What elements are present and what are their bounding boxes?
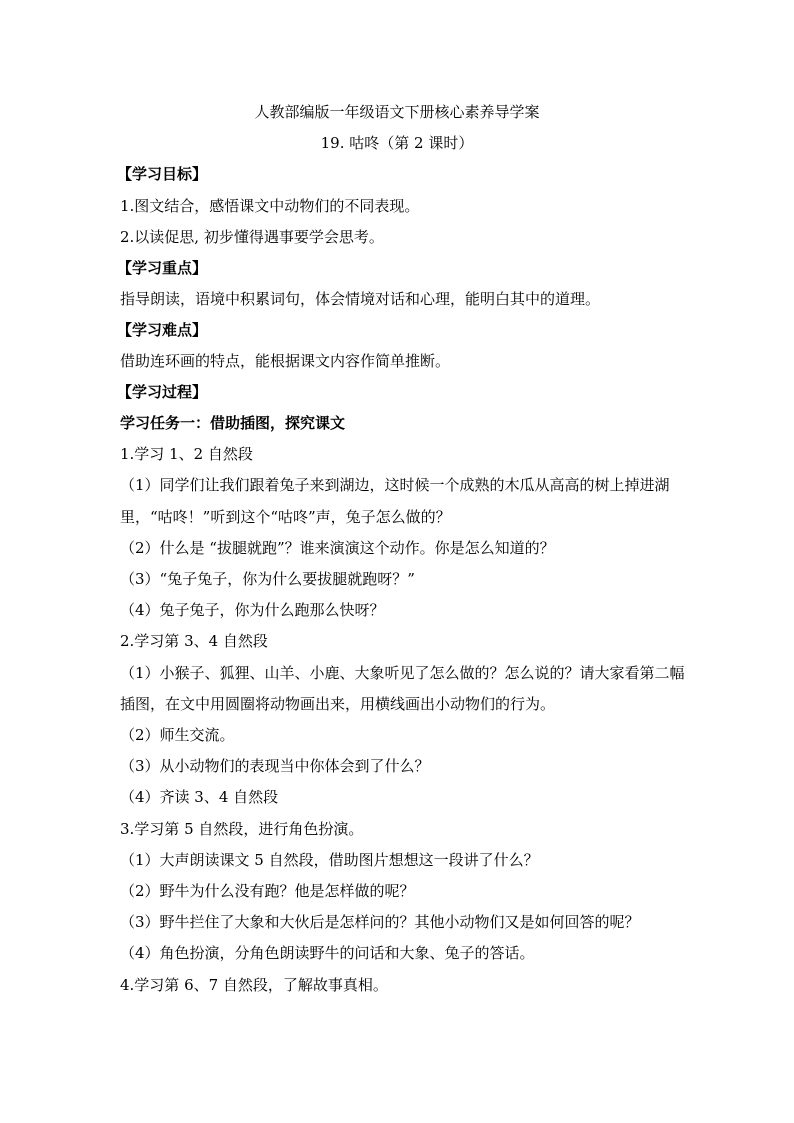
question-line: （1）大声朗读课文 5 自然段，借助图片想想这一段讲了什么？ <box>120 851 539 869</box>
lesson-subtitle: 19. 咕咚（第 2 课时） <box>320 134 474 152</box>
difficulty-heading: 【学习难点】 <box>117 321 208 339</box>
process-heading: 【学习过程】 <box>117 383 208 401</box>
question-line: （3）“兔子兔子，你为什么要拔腿就跑呀？” <box>120 570 415 588</box>
question-line: （3）从小动物们的表现当中你体会到了什么？ <box>120 757 430 775</box>
step-heading: 4.学习第 6、7 自然段，了解故事真相。 <box>120 976 388 994</box>
step-heading: 1.学习 1、2 自然段 <box>120 445 253 463</box>
question-line: （1）小猴子、狐狸、山羊、小鹿、大象听见了怎么做的？怎么说的？请大家看第二幅 <box>120 664 685 682</box>
focus-text: 指导朗读，语境中积累词句，体会情境对话和心理，能明白其中的道理。 <box>120 290 601 308</box>
step-heading: 2.学习第 3、4 自然段 <box>120 632 268 650</box>
task-heading: 学习任务一：借助插图，探究课文 <box>120 414 346 432</box>
document-title: 人教部编版一年级语文下册核心素养导学案 <box>254 103 540 121</box>
question-line: （4）兔子兔子，你为什么跑那么快呀？ <box>120 601 385 619</box>
goal-item: 2.以读促思, 初步懂得遇事要学会思考。 <box>120 228 384 246</box>
question-line: 插图，在文中用圆圈将动物画出来，用横线画出小动物们的行为。 <box>120 695 556 713</box>
question-line: （4）齐读 3、4 自然段 <box>120 788 279 806</box>
question-line: 里，“咕咚！”听到这个“咕咚”声，兔子怎么做的？ <box>120 508 451 526</box>
focus-heading: 【学习重点】 <box>117 259 208 277</box>
goals-heading: 【学习目标】 <box>117 165 208 183</box>
question-line: （2）师生交流。 <box>120 726 235 744</box>
question-line: （3）野牛拦住了大象和大伙后是怎样问的？其他小动物们又是如何回答的呢？ <box>120 913 640 931</box>
question-line: （2）什么是 “拔腿就跑”？谁来演演这个动作。你是怎么知道的？ <box>120 539 555 557</box>
goal-item: 1.图文结合，感悟课文中动物们的不同表现。 <box>120 197 420 215</box>
step-heading: 3.学习第 5 自然段，进行角色扮演。 <box>120 820 364 838</box>
question-line: （1）同学们让我们跟着兔子来到湖边，这时候一个成熟的木瓜从高高的树上掉进湖 <box>120 476 670 494</box>
difficulty-text: 借助连环画的特点，能根据课文内容作简单推断。 <box>120 352 451 370</box>
question-line: （4）角色扮演，分角色朗读野牛的问话和大象、兔子的答话。 <box>120 944 535 962</box>
question-line: （2）野牛为什么没有跑？他是怎样做的呢？ <box>120 882 415 900</box>
